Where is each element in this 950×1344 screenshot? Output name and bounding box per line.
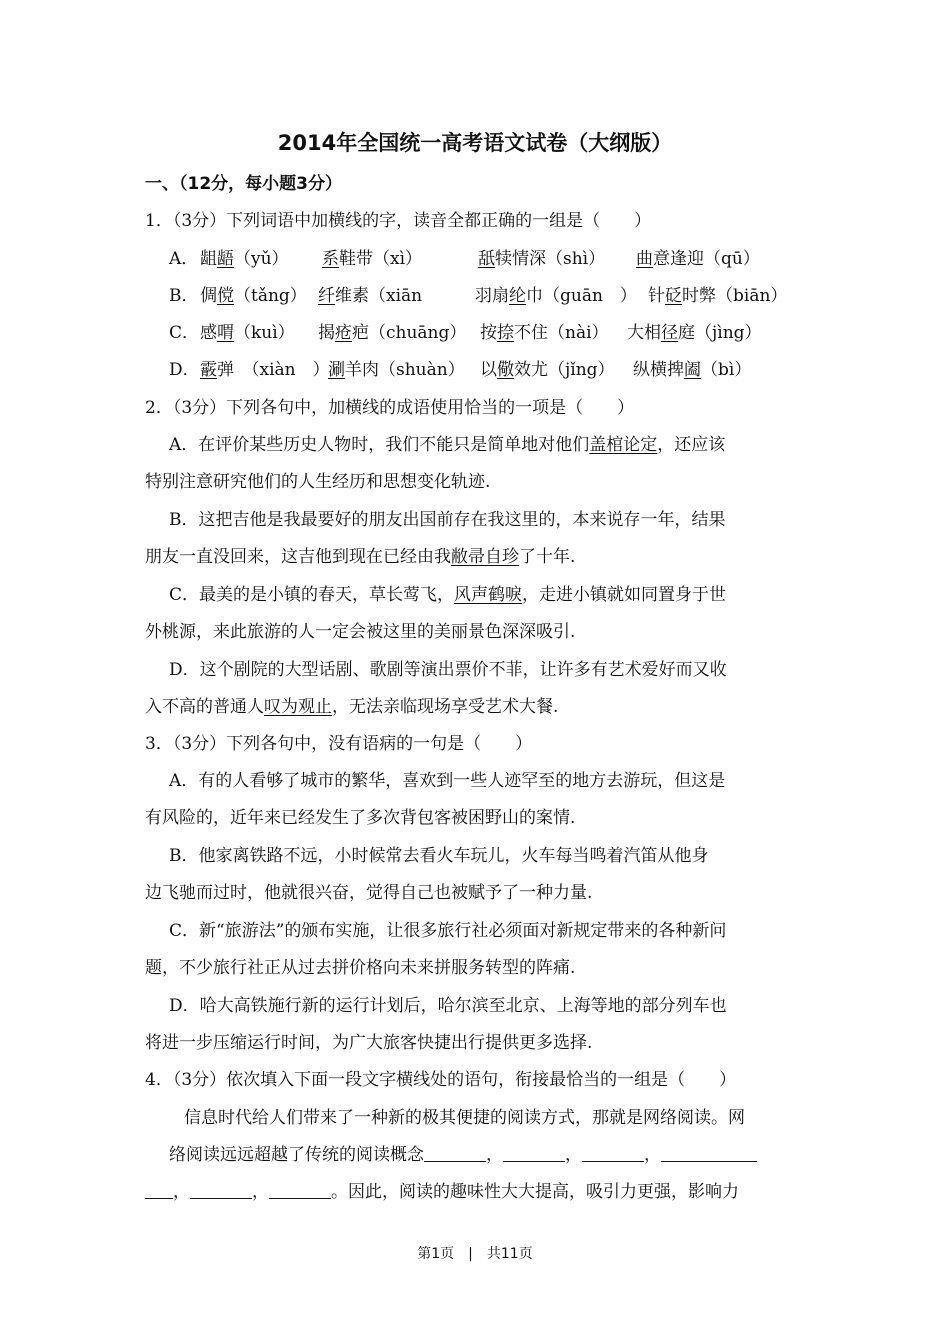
question-4-passage-line-1: 信息时代给人们带来了一种新的极其便捷的阅读方式，那就是网络阅读。网: [184, 1108, 745, 1128]
question-2-option-b-cont: 朋友一直没回来，这吉他到现在已经由我敝帚自珍了十年.: [145, 547, 576, 567]
question-2-option-a: A．在评价某些历史人物时，我们不能只是简单地对他们盖棺论定，还应该: [169, 435, 726, 455]
exam-page: 2014年全国统一高考语文试卷（大纲版） 一、（12分，每小题3分） 1．（3分）下列词语中加横线的字，读音全都正确的一组是（ ） A． 龃龉（yǔ） 系鞋带（xì） 舐犊情深（shì） 曲意逢迎（qū） B． 倜傥（tǎng） 纤维素（xiān 羽扇纶巾（guān ） 针砭时弊（biān） C． 感喟（kuì） 揭疮疤（chuāng） 按捺不住（nài） 大相径庭（jìng） D． 霰弹 （xiàn ） 涮羊肉（shuàn） 以儆效尤（jǐng） 纵横捭阖（bì） 2．（3分）下列各句中，加横线的成语使用恰当的一项是（ ） A．在评价某些历史人物时，我们不能只是简单地对他们盖棺论定，还应该 特别注意研究他们的人生经历和思想变化轨迹. B．这把吉他是我最要好的朋友出国前存在我这里的，本来说存一年，结果 朋友一直没回来，这吉他到现在已经由我敝帚自珍了十年. C．最美的是小镇的春天，草长莺飞，风声鹤唳，走进小镇就如同置身于世 外桃源，来此旅游的人一定会被这里的美丽景色深深吸引. D．这个剧院的大型话剧、歌剧等演出票价不菲，让许多有艺术爱好而又收 入不高的普通人叹为观止，无法亲临现场享受艺术大餐. 3．（3分）下列各句中，没有语病的一句是（ ） A．有的人看够了城市的繁华，喜欢到一些人迹罕至的地方去游玩，但这是 有风险的，近年来已经发生了多次背包客被困野山的案情. B．他家离铁路不远，小时候常去看火车玩儿，火车每当鸣着汽笛从他身 边飞驰而过时，他就很兴奋，觉得自己也被赋予了一种力量. C．新“旅游法”的颁布实施，让很多旅行社必须面对新规定带来的各种新问 题，不少旅行社正从过去拼价格向未来拼服务转型的阵痛. D．哈大高铁施行新的运行计划后，哈尔滨至北京、上海等地的部分列车也 将进一步压缩运行时间，为广大旅客快捷出行提供更多选择. 4．（3分）依次填入下面一段文字横线处的语句，衔接最恰当的一组是（ ） 信息时代给人们带来了一种新的极其便捷的阅读方式，那就是网络阅读。网 络阅读远远超越了传统的阅读概念 ， ， ， ， ， 。因此，阅读的趣味性大大提高，吸引力更强，影响力 第1页 | 共11页: [0, 0, 950, 1344]
answer-blank-3: [582, 1145, 644, 1162]
question-2-option-b: B．这把吉他是我最要好的朋友出国前存在我这里的，本来说存一年，结果: [169, 510, 726, 530]
question-3-stem: 3．（3分）下列各句中，没有语病的一句是（ ）: [145, 734, 533, 754]
question-4-stem: 4．（3分）依次填入下面一段文字横线处的语句，衔接最恰当的一组是（ ）: [145, 1070, 737, 1090]
answer-blank-2: [503, 1145, 565, 1162]
answer-blank-5: [190, 1182, 252, 1199]
answer-blank-4-cont: [145, 1182, 173, 1199]
question-3-option-d: D．哈大高铁施行新的运行计划后，哈尔滨至北京、上海等地的部分列车也: [169, 996, 727, 1016]
answer-blank-1: [424, 1145, 486, 1162]
question-3-option-c-cont: 题，不少旅行社正从过去拼价格向未来拼服务转型的阵痛.: [145, 958, 576, 978]
question-3-option-b-cont: 边飞驰而过时，他就很兴奋，觉得自己也被赋予了一种力量.: [145, 883, 593, 903]
answer-blank-4: [661, 1145, 757, 1162]
question-1-stem: 1．（3分）下列词语中加横线的字，读音全都正确的一组是（ ）: [145, 211, 652, 231]
question-3-option-d-cont: 将进一步压缩运行时间，为广大旅客快捷出行提供更多选择.: [145, 1033, 593, 1053]
question-2-option-d-cont: 入不高的普通人叹为观止，无法亲临现场享受艺术大餐.: [145, 697, 559, 717]
question-2-option-d: D．这个剧院的大型话剧、歌剧等演出票价不菲，让许多有艺术爱好而又收: [169, 660, 727, 680]
page-title: 2014年全国统一高考语文试卷（大纲版）: [277, 131, 673, 155]
question-2-option-a-cont: 特别注意研究他们的人生经历和思想变化轨迹.: [145, 472, 491, 492]
question-3-option-a: A．有的人看够了城市的繁华，喜欢到一些人迹罕至的地方去游玩，但这是: [169, 771, 726, 791]
question-2-stem: 2．（3分）下列各句中，加横线的成语使用恰当的一项是（ ）: [145, 398, 635, 418]
question-2-option-c-cont: 外桃源，来此旅游的人一定会被这里的美丽景色深深吸引.: [145, 622, 576, 642]
question-3-option-b: B．他家离铁路不远，小时候常去看火车玩儿，火车每当鸣着汽笛从他身: [169, 846, 709, 866]
answer-blank-6: [269, 1182, 331, 1199]
question-4-passage-line-2: 络阅读远远超越了传统的阅读概念 ， ， ，: [169, 1143, 757, 1167]
question-4-passage-line-3: ， ， 。因此，阅读的趣味性大大提高，吸引力更强，影响力: [145, 1180, 739, 1204]
page-footer: 第1页 | 共11页: [417, 1246, 533, 1262]
question-3-option-c: C．新“旅游法”的颁布实施，让很多旅行社必须面对新规定带来的各种新问: [169, 921, 727, 941]
question-3-option-a-cont: 有风险的，近年来已经发生了多次背包客被困野山的案情.: [145, 808, 576, 828]
section-heading: 一、（12分，每小题3分）: [145, 174, 342, 194]
question-2-option-c: C．最美的是小镇的春天，草长莺飞，风声鹤唳，走进小镇就如同置身于世: [169, 585, 727, 605]
